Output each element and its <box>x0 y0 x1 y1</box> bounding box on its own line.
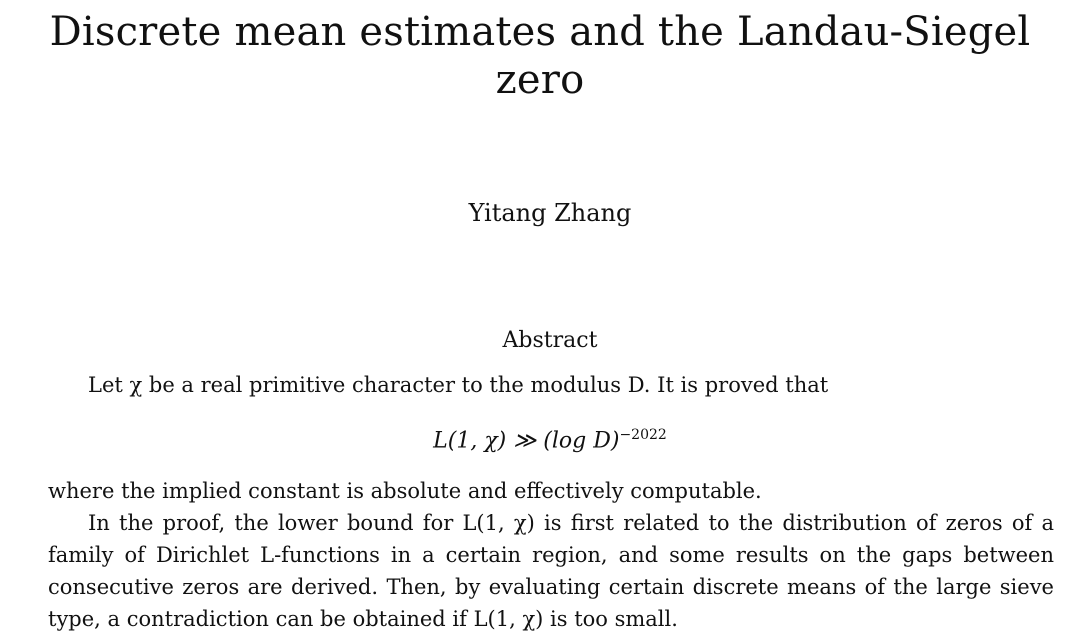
abstract-paragraph-2: In the proof, the lower bound for L(1, χ) is first related to the distribution of zeros of a family of Dirichlet L-functions in a certain region, and some results on the gaps between consecutive zeros are derived. Then, by evaluating certain discrete means of the large sieve type, a contradiction can be obtained if L(1, χ) is too small. <box>48 511 1054 631</box>
author-name: Yitang Zhang <box>468 199 632 227</box>
equation-body: L(1, χ) ≫ (log D) <box>433 428 620 454</box>
abstract-heading: Abstract <box>502 328 598 353</box>
equation-exponent: −2022 <box>619 427 667 443</box>
display-equation <box>0 420 1080 456</box>
paper-title: Discrete mean estimates and the Landau-Siegel zero <box>49 9 1031 103</box>
abstract-paragraph-1-continued: where the implied constant is absolute and effectively computable. <box>48 479 762 503</box>
abstract-paragraph-1: Let χ be a real primitive character to the modulus D. It is proved that <box>88 373 829 397</box>
